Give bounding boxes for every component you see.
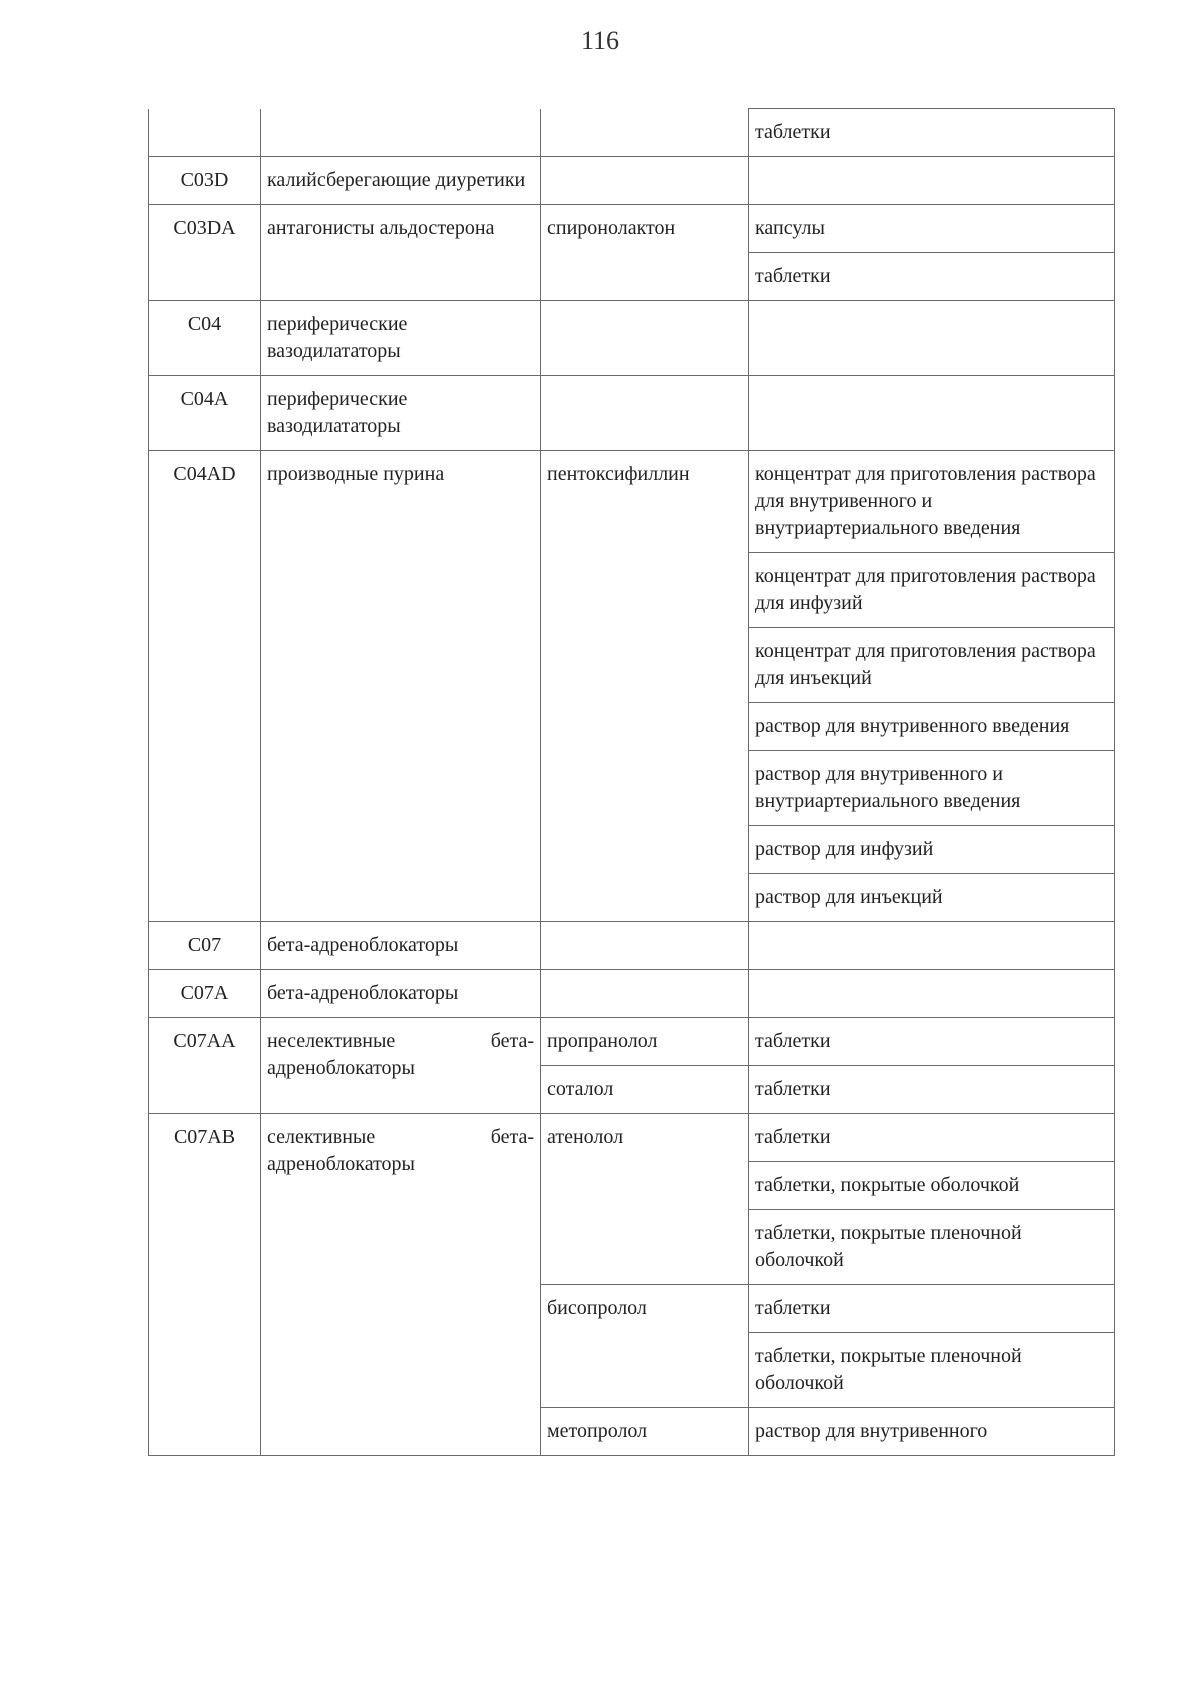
group-cell: производные пурина (261, 451, 541, 922)
group-cell: периферические вазодилататоры (261, 301, 541, 376)
dosage-form-cell (749, 157, 1115, 205)
drug-cell: спиронолактон (541, 205, 749, 301)
atc-code-cell: C03DA (149, 205, 261, 301)
dosage-form-cell: раствор для инъекций (749, 874, 1115, 922)
table-row (149, 376, 1115, 451)
group-cell (261, 1018, 541, 1114)
dosage-form-cell: концентрат для приготовления раствора для инфузий (749, 553, 1115, 628)
group-cell (261, 1114, 541, 1456)
group-cell (261, 109, 541, 157)
atc-code-cell: C07A (149, 970, 261, 1018)
dosage-form-cell: таблетки (749, 109, 1115, 157)
drug-cell (541, 922, 749, 970)
dosage-form-cell: таблетки (749, 1285, 1115, 1333)
table-row (149, 301, 1115, 376)
atc-code-cell: C03D (149, 157, 261, 205)
atc-drug-table (148, 108, 1115, 1456)
drug-cell: бисопролол (541, 1285, 749, 1408)
drug-cell (541, 157, 749, 205)
dosage-form-cell: капсулы (749, 205, 1115, 253)
group-cell: бета-адреноблокаторы (261, 922, 541, 970)
atc-code-cell (149, 109, 261, 157)
table-row (149, 451, 1115, 553)
dosage-form-cell: таблетки (749, 253, 1115, 301)
group-cell: антагонисты альдостерона (261, 205, 541, 301)
atc-code-cell: C07AB (149, 1114, 261, 1456)
dosage-form-cell: раствор для внутривенного и внутриартериального введения (749, 751, 1115, 826)
drug-cell: атенолол (541, 1114, 749, 1285)
table-row (149, 157, 1115, 205)
atc-code-cell: C04AD (149, 451, 261, 922)
dosage-form-cell (749, 970, 1115, 1018)
atc-code-cell: C07AA (149, 1018, 261, 1114)
dosage-form-cell: концентрат для приготовления раствора для внутривенного и внутриартериального введения (749, 451, 1115, 553)
group-word: селективные (267, 1126, 376, 1148)
drug-cell (541, 376, 749, 451)
dosage-form-cell: концентрат для приготовления раствора для инъекций (749, 628, 1115, 703)
dosage-form-cell: таблетки (749, 1114, 1115, 1162)
drug-cell: пропранолол (541, 1018, 749, 1066)
dosage-form-cell: таблетки (749, 1066, 1115, 1114)
group-word: бета- (490, 1030, 534, 1052)
table-row (149, 205, 1115, 253)
table-row (149, 970, 1115, 1018)
group-first-line (267, 1124, 534, 1151)
dosage-form-cell: таблетки, покрытые пленочной оболочкой (749, 1210, 1115, 1285)
group-second-line: адреноблокаторы (267, 1057, 415, 1079)
group-second-line: адреноблокаторы (267, 1153, 415, 1175)
drug-cell (541, 970, 749, 1018)
dosage-form-cell: раствор для внутривенного введения (749, 703, 1115, 751)
drug-cell: метопролол (541, 1408, 749, 1456)
page-number: 116 (580, 26, 620, 55)
drug-cell: пентоксифиллин (541, 451, 749, 922)
dosage-form-cell (749, 922, 1115, 970)
group-cell: калийсберегающие диуретики (261, 157, 541, 205)
table-row (149, 109, 1115, 157)
drug-cell (541, 109, 749, 157)
group-cell: периферические вазодилататоры (261, 376, 541, 451)
group-first-line (267, 1028, 534, 1055)
group-word: бета- (490, 1126, 534, 1148)
dosage-form-cell: таблетки, покрытые оболочкой (749, 1162, 1115, 1210)
atc-code-cell: C04 (149, 301, 261, 376)
atc-code-cell: C07 (149, 922, 261, 970)
dosage-form-cell: таблетки, покрытые пленочной оболочкой (749, 1333, 1115, 1408)
group-word: неселективные (267, 1030, 396, 1052)
dosage-form-cell: таблетки (749, 1018, 1115, 1066)
table-row (149, 1018, 1115, 1066)
table-row (149, 1114, 1115, 1162)
group-cell: бета-адреноблокаторы (261, 970, 541, 1018)
drug-cell (541, 301, 749, 376)
dosage-form-cell: раствор для инфузий (749, 826, 1115, 874)
table-row (149, 922, 1115, 970)
dosage-form-cell (749, 376, 1115, 451)
atc-code-cell: C04A (149, 376, 261, 451)
dosage-form-cell: раствор для внутривенного (749, 1408, 1115, 1456)
dosage-form-cell (749, 301, 1115, 376)
drug-cell: соталол (541, 1066, 749, 1114)
